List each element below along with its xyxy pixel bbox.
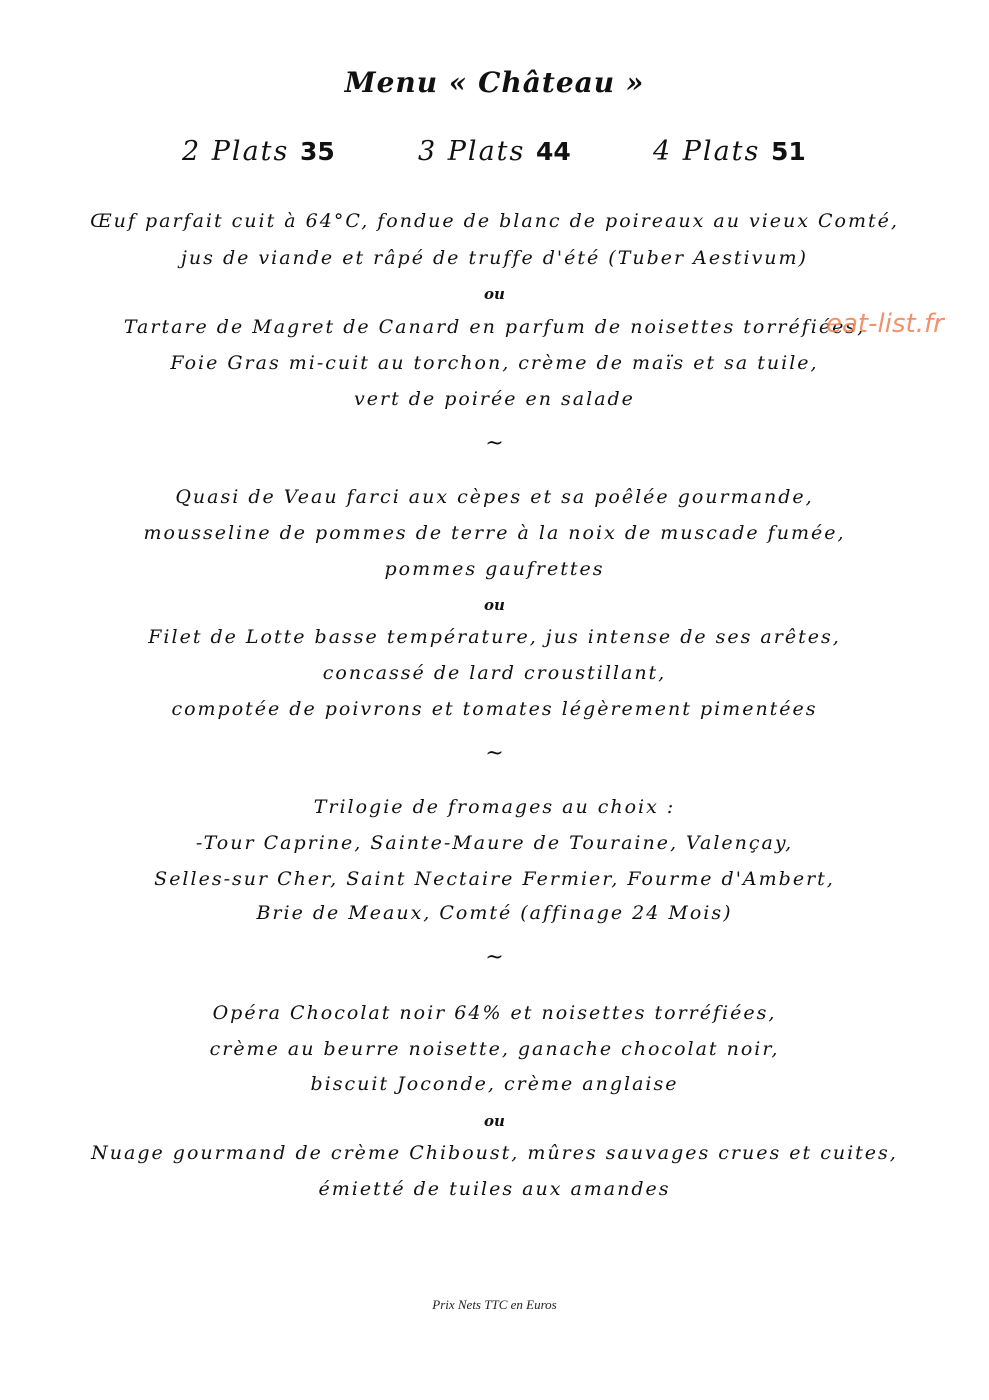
course1-option1-line: Œuf parfait cuit à 64°C, fondue de blanc de poireaux au vieux Comté, — [90, 210, 899, 232]
price-option-value: 51 — [770, 137, 806, 166]
price-option-label: 2 Plats — [182, 136, 290, 167]
price-option-value: 35 — [299, 137, 335, 166]
course-separator: ~ — [485, 741, 504, 766]
or-separator: ou — [484, 596, 505, 614]
price-option-value: 44 — [535, 137, 571, 166]
course-separator: ~ — [485, 431, 504, 456]
price-option-label: 4 Plats — [653, 136, 761, 167]
course4-option1-line: Opéra Chocolat noir 64% et noisettes torréfiées, — [212, 1002, 777, 1024]
course-separator: ~ — [485, 945, 504, 970]
course4-option2-line: émietté de tuiles aux amandes — [318, 1178, 671, 1200]
course3-line: Brie de Meaux, Comté (affinage 24 Mois) — [256, 902, 733, 924]
price-option-4-plats — [653, 136, 806, 167]
course2-option2-line: Filet de Lotte basse température, jus intense de ses arêtes, — [148, 626, 841, 648]
course1-option1-line: jus de viande et râpé de truffe d'été (Tuber Aestivum) — [181, 247, 808, 269]
price-option-2-plats — [182, 136, 335, 167]
price-option-3-plats — [418, 136, 571, 167]
course2-option2-line: concassé de lard croustillant, — [322, 662, 667, 684]
course1-option2-line: Tartare de Magret de Canard en parfum de noisettes torréfiées, — [123, 316, 866, 338]
course2-option1-line: pommes gaufrettes — [384, 558, 605, 580]
watermark-logo: eat-list.fr — [826, 309, 944, 339]
or-separator: ou — [484, 1112, 505, 1130]
course2-option1-line: mousseline de pommes de terre à la noix de muscade fumée, — [143, 522, 846, 544]
price-footnote: Prix Nets TTC en Euros — [432, 1297, 557, 1312]
course3-line: -Tour Caprine, Sainte-Maure de Touraine, Valençay, — [195, 832, 794, 854]
course4-option1-line: biscuit Joconde, crème anglaise — [310, 1073, 679, 1095]
course1-option2-line: vert de poirée en salade — [354, 388, 635, 410]
price-option-label: 3 Plats — [418, 136, 526, 167]
course4-option2-line: Nuage gourmand de crème Chiboust, mûres sauvages crues et cuites, — [91, 1142, 898, 1164]
or-separator: ou — [484, 285, 505, 303]
course2-option2-line: compotée de poivrons et tomates légèrement pimentées — [171, 698, 818, 720]
course4-option1-line: crème au beurre noisette, ganache chocolat noir, — [209, 1038, 780, 1060]
price-options — [0, 136, 989, 176]
course3-line: Trilogie de fromages au choix : — [313, 796, 676, 818]
menu-title: Menu « Château » — [344, 66, 645, 99]
course3-line: Selles-sur Cher, Saint Nectaire Fermier, Fourme d'Ambert, — [154, 868, 835, 890]
course2-option1-line: Quasi de Veau farci aux cèpes et sa poêlée gourmande, — [175, 486, 814, 508]
course1-option2-line: Foie Gras mi-cuit au torchon, crème de maïs et sa tuile, — [170, 352, 819, 374]
